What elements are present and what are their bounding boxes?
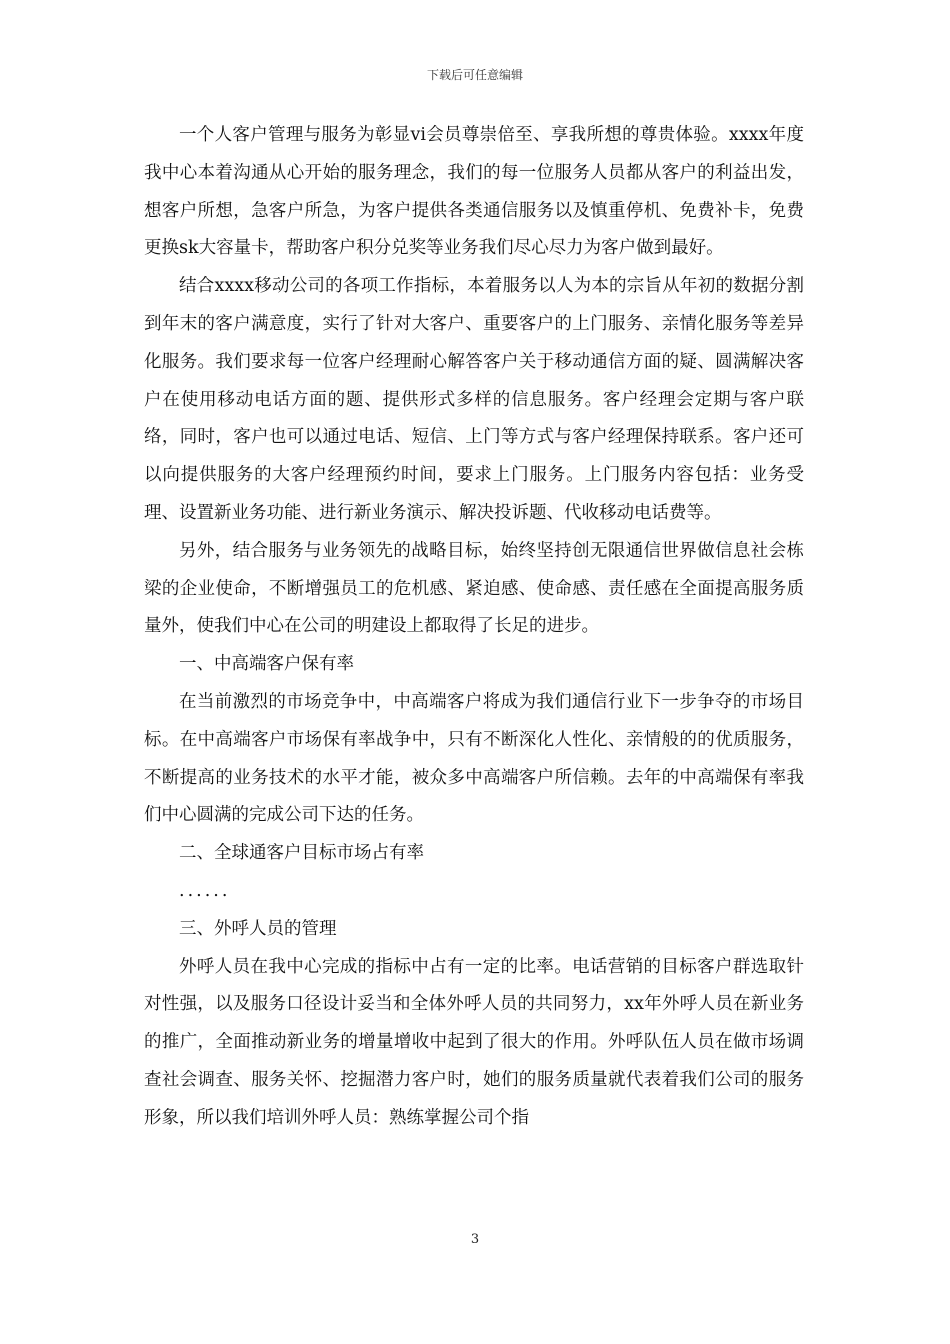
paragraph: 结合xxxx移动公司的各项工作指标，本着服务以人为本的宗旨从年初的数据分割到年末的客户满意度，实行了针对大客户、重要客户的上门服务、亲情化服务等差异化服务。我们要求每一位客户经理耐心解答客户关于移动通信方面的疑、圆满解决客户在使用移动电话方面的题、提供形式多样的信息服务。客户经理会定期与客户联络，同时，客户也可以通过电话、短信、上门等方式与客户经理保持联系。客户还可以向提供服务的大客户经理预约时间，要求上门服务。上门服务内容包括：业务受理、设置新业务功能、进行新业务演示、解决投诉题、代收移动电话费等。	[144, 276, 804, 523]
ellipsis-line: ......	[179, 880, 231, 901]
paragraph: 一个人客户管理与服务为彰显vi会员尊崇倍至、享我所想的尊贵体验。xxxx年度我中心本着沟通从心开始的服务理念，我们的每一位服务人员都从客户的利益出发，想客户所想，急客户所急，为客户提供各类通信服务以及慎重停机、免费补卡，免费更换sk大容量卡，帮助客户积分兑奖等业务我们尽心尽力为客户做到最好。	[144, 125, 804, 259]
page-number: 3	[470, 1232, 480, 1247]
section-heading: 二、全球通客户目标市场占有率	[179, 843, 424, 864]
section-heading: 一、中高端客户保有率	[179, 654, 354, 675]
paragraph: 另外，结合服务与业务领先的战略目标，始终坚持创无限通信世界做信息社会栋梁的企业使命，不断增强员工的危机感、紧迫感、使命感、责任感在全面提高服务质量外，使我们中心在公司的明建设上都取得了长足的进步。	[144, 540, 804, 637]
section-heading: 三、外呼人员的管理	[179, 918, 337, 939]
paragraph: 在当前激烈的市场竞争中，中高端客户将成为我们通信行业下一步争夺的市场目标。在中高端客户市场保有率战争中，只有不断深化人性化、亲情般的的优质服务，不断提高的业务技术的水平才能，被众多中高端客户所信赖。去年的中高端保有率我们中心圆满的完成公司下达的任务。	[144, 691, 804, 826]
document-body	[144, 117, 804, 1138]
page-header: 下载后可任意编辑	[426, 68, 523, 82]
paragraph: 外呼人员在我中心完成的指标中占有一定的比率。电话营销的目标客户群选取针对性强，以及服务口径设计妥当和全体外呼人员的共同努力，xx年外呼人员在新业务的推广，全面推动新业务的增量增收中起到了很大的作用。外呼队伍人员在做市场调查社会调查、服务关怀、挖掘潜力客户时，她们的服务质量就代表着我们公司的服务形象，所以我们培训外呼人员：熟练掌握公司个指	[144, 956, 804, 1128]
